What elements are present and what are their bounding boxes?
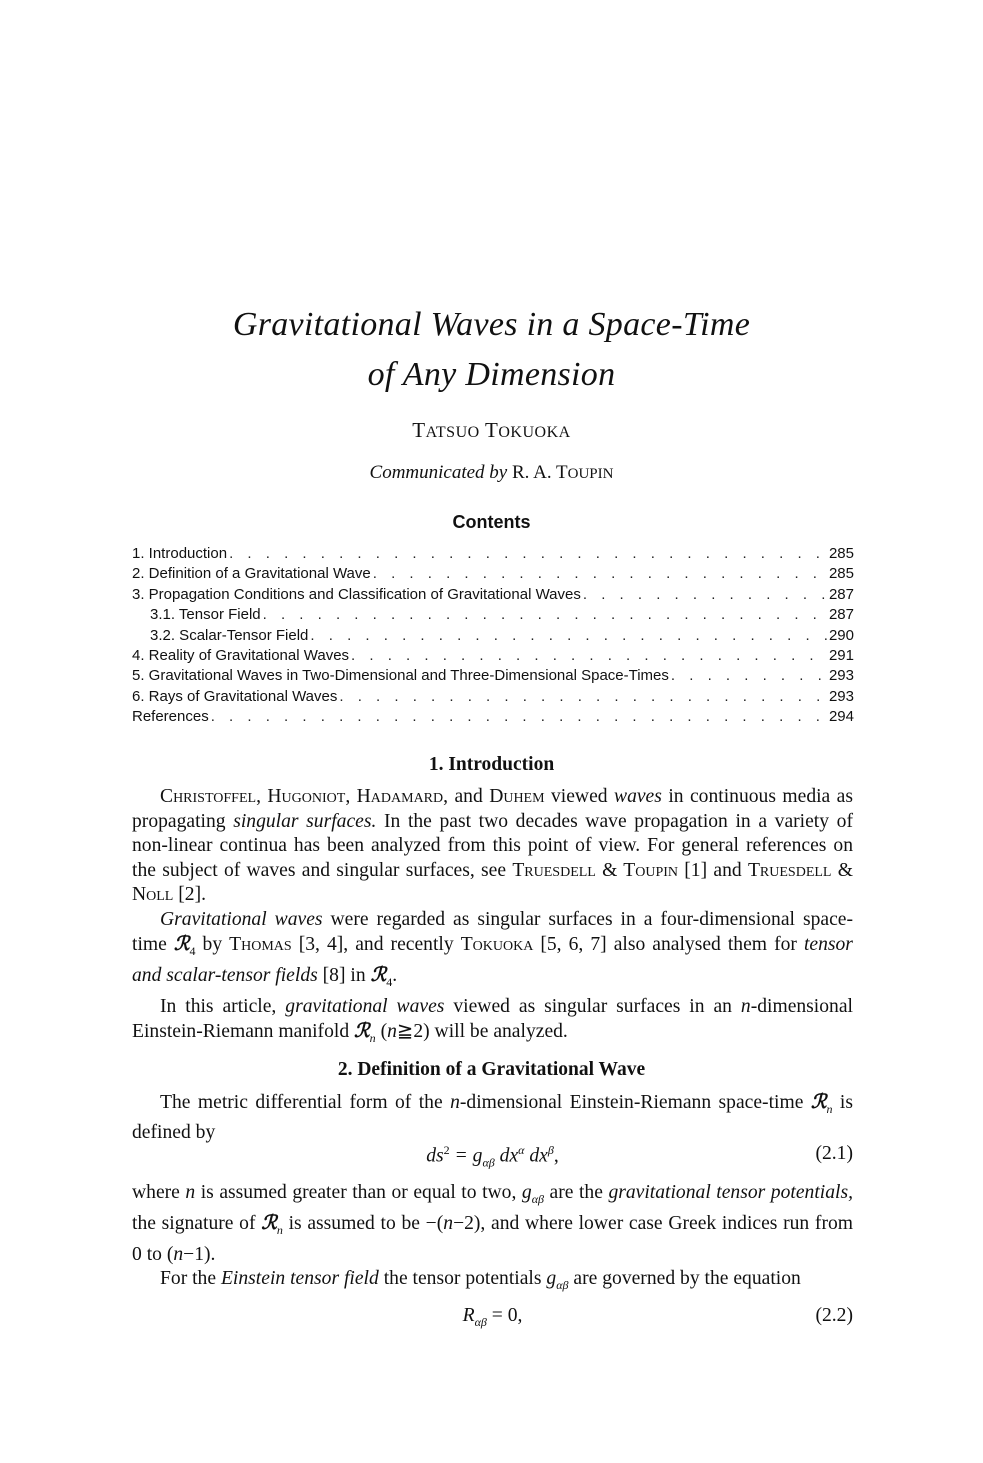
definition-body-1 xyxy=(132,1090,853,1146)
contents-heading: Contents xyxy=(452,512,531,532)
intro-paragraph-2: Gravitational waves were regarded as singular surfaces in a four-dimensional space-time ℛ$_4$ by Thomas [3, 4], and recently Tokuoka [5, 6, 7] also analysed them for tensor and scalar-tensor fields [8] in ℛ$_4$. xyxy=(132,908,853,990)
section-heading-introduction: 1. Introduction xyxy=(428,754,555,775)
toc-entry: 1. Introduction . . . 285 xyxy=(132,544,854,564)
toc-entry: 6. Rays of Gravitational Waves . . . 293 xyxy=(132,687,854,707)
paper-title-line-1: Gravitational Waves in a Space-Time xyxy=(232,306,751,343)
toc-entry: 4. Reality of Gravitational Waves . . . 291 xyxy=(132,646,854,666)
equation-2-2-number: (2.2) xyxy=(815,1305,853,1326)
definition-body-2 xyxy=(132,1181,853,1298)
equation-2-1-number: (2.1) xyxy=(815,1143,853,1164)
introduction-body xyxy=(132,785,853,1051)
toc-entry: References . . . 294 xyxy=(132,707,854,727)
toc-entry: 3.2. Scalar-Tensor Field . . . 290 xyxy=(132,626,854,646)
toc-entry: 5. Gravitational Waves in Two-Dimensional and Three-Dimensional Space-Times . . . 293 xyxy=(132,666,854,686)
toc-entry: 3. Propagation Conditions and Classification of Gravitational Waves . . . 287 xyxy=(132,585,854,605)
definition-paragraph-2: where n is assumed greater than or equal to two, $g_{\alpha\beta}$ are the gravitational tensor potentials, the signature of ℛ$_n$ is assumed to be −(n−2), and where lower case Greek indices run from 0 to (n−1). xyxy=(132,1182,854,1265)
definition-paragraph-3: For the Einstein tensor field the tensor potentials $g_{\alpha\beta}$ are governed by the equation xyxy=(160,1268,801,1293)
author-name: TATSUO TOKUOKA xyxy=(412,418,571,442)
paper-title-line-2: of Any Dimension xyxy=(367,356,616,393)
definition-paragraph-1: The metric differential form of the n-dimensional Einstein-Riemann space-time ℛ$_n$ is defined by xyxy=(132,1090,853,1144)
toc-entry: 2. Definition of a Gravitational Wave . . . 285 xyxy=(132,564,854,584)
intro-paragraph-3: In this article, gravitational waves viewed as singular surfaces in an n-dimensional Einstein-Riemann manifold ℛ$_n$ (n≧2) will be analyzed. xyxy=(132,995,853,1046)
equation-2-1 xyxy=(132,1143,853,1169)
table-of-contents xyxy=(132,544,854,728)
section-heading-definition: 2. Definition of a Gravitational Wave xyxy=(337,1059,646,1080)
equation-2-2-body: $R_{\alpha\beta} = 0$, xyxy=(462,1305,523,1329)
intro-paragraph-1: Christoffel, Hugoniot, Hadamard, and Duhem viewed waves in continuous media as propagating singular surfaces. In the past two decades wave propagation in a variety of non-linear continua has been analyzed from this point of view. For general references on the subject of waves and singular surfaces, see Truesdell & Toupin [1] and Truesdell & Noll [2]. xyxy=(132,786,854,905)
equation-2-2 xyxy=(132,1305,853,1331)
communicated-by: Communicated by R. A. TOUPIN xyxy=(369,462,614,483)
toc-entry: 3.1. Tensor Field . . . 287 xyxy=(132,605,854,625)
equation-2-1-body: $ds^2 = g_{\alpha\beta}$ $dx^\alpha$ $dx^\beta$, xyxy=(426,1143,559,1170)
